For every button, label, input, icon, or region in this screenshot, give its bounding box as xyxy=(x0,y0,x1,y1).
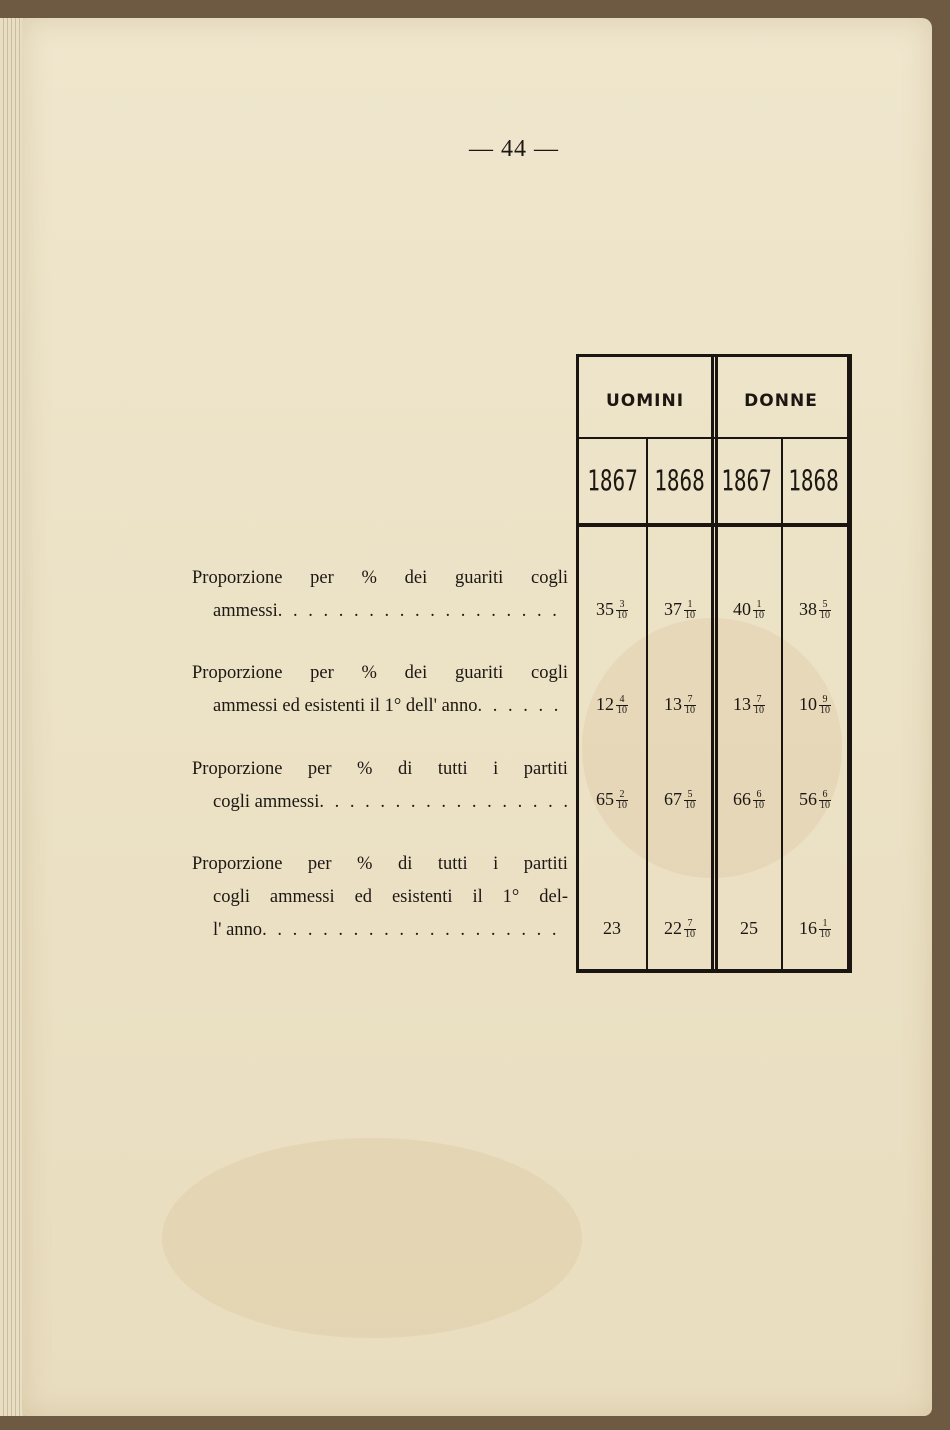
label-word: per xyxy=(307,854,332,874)
fraction: $\frac{3}{10}$ xyxy=(617,599,627,622)
label-word: per xyxy=(310,568,334,588)
label-word: % xyxy=(357,759,373,779)
table-cell: 65 $\frac{2}{10}$ xyxy=(596,789,627,812)
fraction: $\frac{6}{10}$ xyxy=(820,789,830,812)
table-rule xyxy=(715,357,718,969)
row-label-line xyxy=(192,881,568,914)
fraction: $\frac{1}{10}$ xyxy=(820,918,830,941)
table-cell: 38 $\frac{5}{10}$ xyxy=(799,599,830,622)
paper-stain xyxy=(162,1138,582,1338)
fraction: $\frac{1}{10}$ xyxy=(754,599,764,622)
label-word: del- xyxy=(539,887,568,907)
table-cell: 12 $\frac{4}{10}$ xyxy=(596,694,627,717)
label-word: i xyxy=(493,854,499,874)
label-word: % xyxy=(361,663,377,683)
fraction: $\frac{7}{10}$ xyxy=(685,694,695,717)
label-word: dei xyxy=(404,568,428,588)
row-label-line xyxy=(192,848,568,881)
row-label-line xyxy=(192,562,568,595)
label-word: partiti xyxy=(523,759,568,779)
label-word: dei xyxy=(404,663,428,683)
year-header: 1868 xyxy=(788,464,839,498)
row-label-line xyxy=(192,595,568,628)
label-word: Proporzione xyxy=(192,854,283,874)
label-word: i xyxy=(493,759,499,779)
year-header: 1867 xyxy=(721,464,772,498)
label-word: per xyxy=(307,759,332,779)
label-text: ammessi ed esistenti il 1° dell' anno xyxy=(213,696,478,716)
table-cell: 25 xyxy=(740,918,758,938)
label-word: % xyxy=(361,568,377,588)
fraction: $\frac{4}{10}$ xyxy=(617,694,627,717)
label-word: cogli xyxy=(530,568,568,588)
row-label-line xyxy=(192,914,568,947)
row-label-line xyxy=(192,786,568,819)
label-word: cogli xyxy=(213,887,250,907)
label-word: Proporzione xyxy=(192,663,283,683)
fraction: $\frac{7}{10}$ xyxy=(754,694,764,717)
table-cell: 35 $\frac{3}{10}$ xyxy=(596,599,627,622)
label-word: il xyxy=(472,887,483,907)
label-word: tutti xyxy=(437,854,468,874)
table-cell: 22 $\frac{7}{10}$ xyxy=(664,918,695,941)
label-word: ed xyxy=(354,887,373,907)
fraction: $\frac{7}{10}$ xyxy=(685,918,695,941)
table-cell: 16 $\frac{1}{10}$ xyxy=(799,918,830,941)
year-header: 1868 xyxy=(654,464,705,498)
leader-dots xyxy=(319,786,568,819)
label-word: di xyxy=(397,759,413,779)
label-word: partiti xyxy=(523,854,568,874)
label-text: l' anno xyxy=(213,920,263,940)
label-word: Proporzione xyxy=(192,568,283,588)
table-cell: 56 $\frac{6}{10}$ xyxy=(799,789,830,812)
label-word: cogli xyxy=(530,663,568,683)
table-cell: 40 $\frac{1}{10}$ xyxy=(733,599,764,622)
fraction: $\frac{6}{10}$ xyxy=(754,789,764,812)
row-label-4 xyxy=(192,848,568,947)
label-word: guariti xyxy=(454,568,504,588)
table-cell: 10 $\frac{9}{10}$ xyxy=(799,694,830,717)
table-cell: 66 $\frac{6}{10}$ xyxy=(733,789,764,812)
row-label-1 xyxy=(192,562,568,628)
leader-dots xyxy=(478,690,568,723)
data-table xyxy=(576,354,852,973)
label-text: cogli ammessi xyxy=(213,792,320,812)
page-edge xyxy=(0,18,24,1416)
table-cell: 13 $\frac{7}{10}$ xyxy=(733,694,764,717)
label-text: ammessi xyxy=(213,601,278,621)
table-cell: 13 $\frac{7}{10}$ xyxy=(664,694,695,717)
fraction: $\frac{1}{10}$ xyxy=(685,599,695,622)
leader-dots xyxy=(262,914,568,947)
label-word: % xyxy=(357,854,373,874)
header-donne: DONNE xyxy=(744,391,818,411)
label-word: Proporzione xyxy=(192,759,283,779)
label-word: guariti xyxy=(454,663,504,683)
header-uomini: UOMINI xyxy=(605,391,685,411)
label-word: esistenti xyxy=(391,887,453,907)
row-label-line xyxy=(192,753,568,786)
row-label-2 xyxy=(192,657,568,723)
row-label-line xyxy=(192,657,568,690)
table-rule xyxy=(711,357,714,969)
label-word: per xyxy=(310,663,334,683)
fraction: $\frac{2}{10}$ xyxy=(617,789,627,812)
table-cell: 67 $\frac{5}{10}$ xyxy=(664,789,695,812)
label-word: ammessi xyxy=(269,887,335,907)
fraction: $\frac{5}{10}$ xyxy=(685,789,695,812)
row-label-3 xyxy=(192,753,568,819)
page-number: — 44 — xyxy=(469,136,559,162)
label-word: di xyxy=(397,854,413,874)
table-cell: 23 xyxy=(603,918,621,938)
fraction: $\frac{5}{10}$ xyxy=(820,599,830,622)
label-word: tutti xyxy=(437,759,468,779)
year-header: 1867 xyxy=(587,464,638,498)
fraction: $\frac{9}{10}$ xyxy=(820,694,830,717)
leader-dots xyxy=(278,595,568,628)
label-word: 1° xyxy=(502,887,520,907)
table-cell: 37 $\frac{1}{10}$ xyxy=(664,599,695,622)
row-label-line xyxy=(192,690,568,723)
